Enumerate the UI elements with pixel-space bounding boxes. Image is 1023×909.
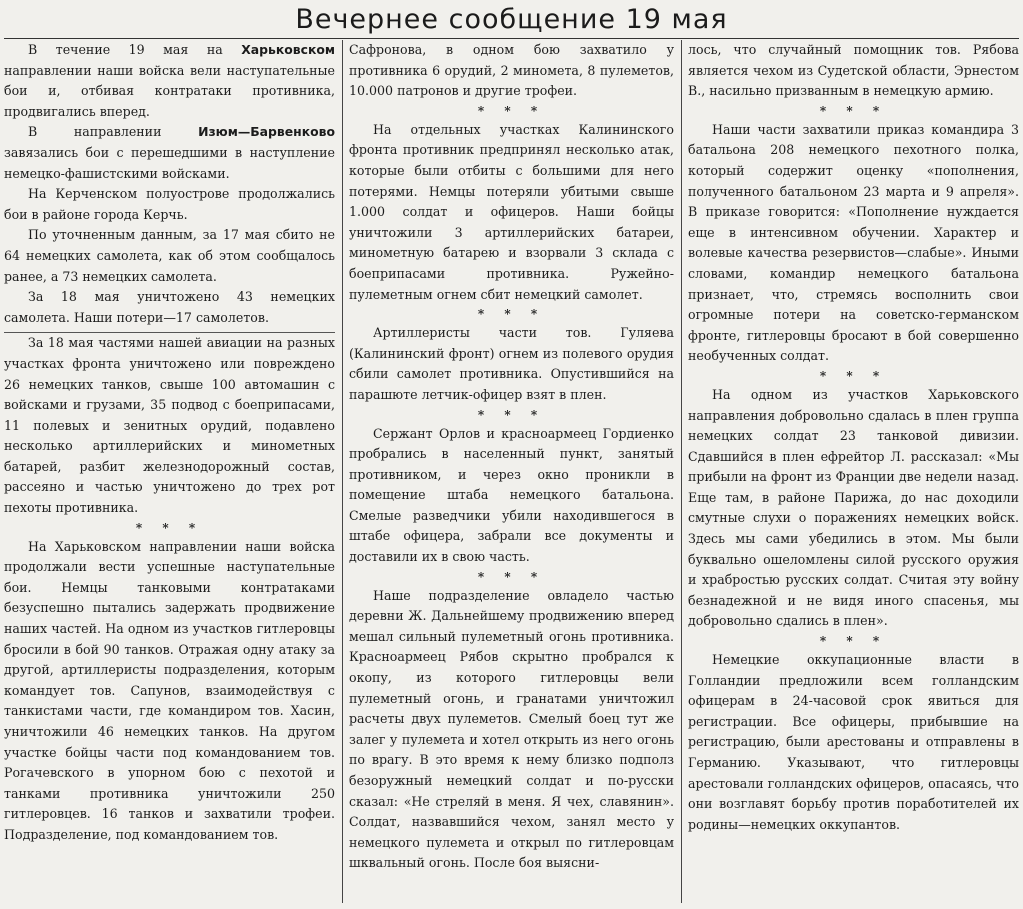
paragraph-orlov: Сержант Орлов и красноармеец Гордиенко пробрались в населенный пункт, занятый противником, и через окно проникли в помещение штаба немецкого батальона. Смелые разведчики убили находившегося в штабе офицера, забрали все документы и доставили их в свою часть. [349, 425, 674, 565]
place-name: Харьковском [241, 42, 335, 57]
stars-separator: * * * [477, 407, 546, 422]
paragraph-kharkov-tanks: На Харьковском направлении наши войска продолжали вести успешные наступательные бои. Немцы танковыми контратаками безуспешно пытались задержать продвижение наших частей. На одном из участков гитлеровцы бросили в бой 90 танков. Отражая одну атаку за другой, артиллеристы подразделения, которым командует тов. Сапунов, взаимодействуя с танкистами части, где командиром тов. Хасин, уничтожили 46 немецких танков. На другом участке бойцы части под командованием тов. Рогачевского в упорном бою с пехотой и танками противника уничтожили 250 гитлеровцев. 16 танков и захватили трофеи. Подразделение, под командованием тов. [4, 538, 335, 842]
paragraph-safronov: Сафронова, в одном бою захватило у противника 6 орудий, 2 миномета, 8 пулеметов, 10.000 патронов и другие трофеи. [349, 42, 674, 99]
paragraph-aircraft-18: За 18 мая уничтожено 43 немецких самолета. Наши потери—17 самолетов. [4, 289, 335, 325]
stars-separator: * * * [819, 634, 888, 649]
stars-separator: * * * [477, 307, 546, 322]
paragraph-czech: лось, что случайный помощник тов. Рябова является чехом из Судетской области, Эрнестом В., насильно призванным в немецкую армию. [688, 42, 1019, 99]
paragraph-ryabov: Наше подразделение овладело частью деревни Ж. Дальнейшему продвижению вперед мешал сильный пулеметный огонь противника. Красноармеец Рябов скрытно пробрался к окопу, из которого гитлеровцы вели пулеметный огонь, и гранатами уничтожил расчеты двух пулеметов. Смелый боец тут же залег у пулемета и хотел открыть из него огонь по врагу. В это время к нему близко подполз безоружный немецкий солдат и по-русски сказал: «Не стреляй в меня. Я чех, славянин». Солдат, назвавшийся чехом, занял место у немецкого пулемета и открыл по гитлеровцам шквальный огонь. После боя выясни- [349, 587, 674, 871]
stars-separator: * * * [819, 103, 888, 118]
paragraph-kharkov [4, 40, 335, 122]
paragraph-order: Наши части захватили приказ командира 3 батальона 208 немецкого пехотного полка, который содержит оценку «пополнения, полученного батальоном 23 марта и 9 апреля». В приказе говорится: «Пополнение нуждается еще в интенсивном обучении. Характер и волевые качества резервистов—слабые». Иными словами, командир немецкого батальона признает, что, стремясь восполнить свои огромные потери на советско-германском фронте, гитлеровцы бросают в бой совершенно необученных солдат. [688, 121, 1019, 364]
column-divider-2 [681, 40, 682, 903]
page-title: Вечернее сообщение 19 мая [295, 4, 728, 35]
text-fragment: В направлении [28, 124, 199, 140]
paragraph-gulyaev: Артиллеристы части тов. Гуляева (Калининский фронт) огнем из полевого орудия сбили самолет противника. Опустившийся на парашюте летчик-офицер взят в плен. [349, 325, 674, 402]
paragraph-surrender: На одном из участков Харьковского направления добровольно сдалась в плен группа немецких солдат 23 танковой дивизии. Сдавшийся в плен ефрейтор Л. рассказал: «Мы прибыли на фронт из Франции две недели назад. Еще там, в районе Парижа, до нас доходили смутные слухи о поражениях немецких войск. Здесь мы сами убедились в этом. Мы были буквально ошеломлены силой русского оружия и храбростью русских солдат. Считая эту войну безнадежной и не видя иного спасенья, мы добровольно сдались в плен». [688, 386, 1019, 629]
column-2 [345, 40, 678, 903]
column-divider-1 [342, 40, 343, 903]
stars-separator: * * * [819, 368, 888, 383]
place-name: Изюм—Барвенково [198, 124, 335, 140]
column-1 [4, 40, 339, 903]
paragraph-izyum [4, 122, 335, 184]
text-fragment: В течение 19 мая на [28, 42, 242, 57]
paragraph-holland: Немецкие оккупационные власти в Голландии предложили всем голландским офицерам в 24-часовой срок явиться для регистрации. Все офицеры, прибывшие на регистрацию, были арестованы и отправлены в Германию. Указывают, что гитлеровцы арестовали голландских офицеров, опасаясь, что они возглавят борьбу против поработителей их родины—немецких оккупантов. [688, 652, 1019, 832]
paragraph-kerch: На Керченском полуострове продолжались бои в районе города Керчь. [4, 186, 335, 222]
column-3 [684, 40, 1019, 903]
stars-separator: * * * [477, 569, 546, 584]
text-fragment: направлении наши войска вели наступательные бои и, отбивая контратаки противника, продвигались вперед. [4, 62, 335, 119]
text-fragment: завязались бои с перешедшими в наступление немецко-фашистскими войсками. [4, 144, 335, 181]
stars-separator: * * * [135, 520, 204, 535]
paragraph-kalinin: На отдельных участках Калининского фронта противник предпринял несколько атак, которые были отбиты с большими для него потерями. Немцы потеряли убитыми свыше 1.000 солдат и офицеров. Наши бойцы уничтожили 3 артиллерийских батареи, минометную батарею и взорвали 3 склада с боеприпасами противника. Ружейно-пулеметным огнем сбит немецкий самолет. [349, 121, 674, 302]
title-rule [4, 38, 1019, 39]
paragraph-aircraft-17: По уточненным данным, за 17 мая сбито не 64 немецких самолета, как об этом сообщалось ранее, а 73 немецких самолета. [4, 227, 335, 284]
paragraph-aviation: За 18 мая частями нашей авиации на разных участках фронта уничтожено или повреждено 26 немецких танков, свыше 100 автомашин с войсками и грузами, 35 подвод с боеприпасами, 11 полевых и зенитных орудий, подавлено несколько артиллерийских и минометных батарей, разбит железнодорожный состав, рассеяно и частью уничтожено до трех рот пехоты противника. [4, 335, 335, 516]
stars-separator: * * * [477, 103, 546, 118]
